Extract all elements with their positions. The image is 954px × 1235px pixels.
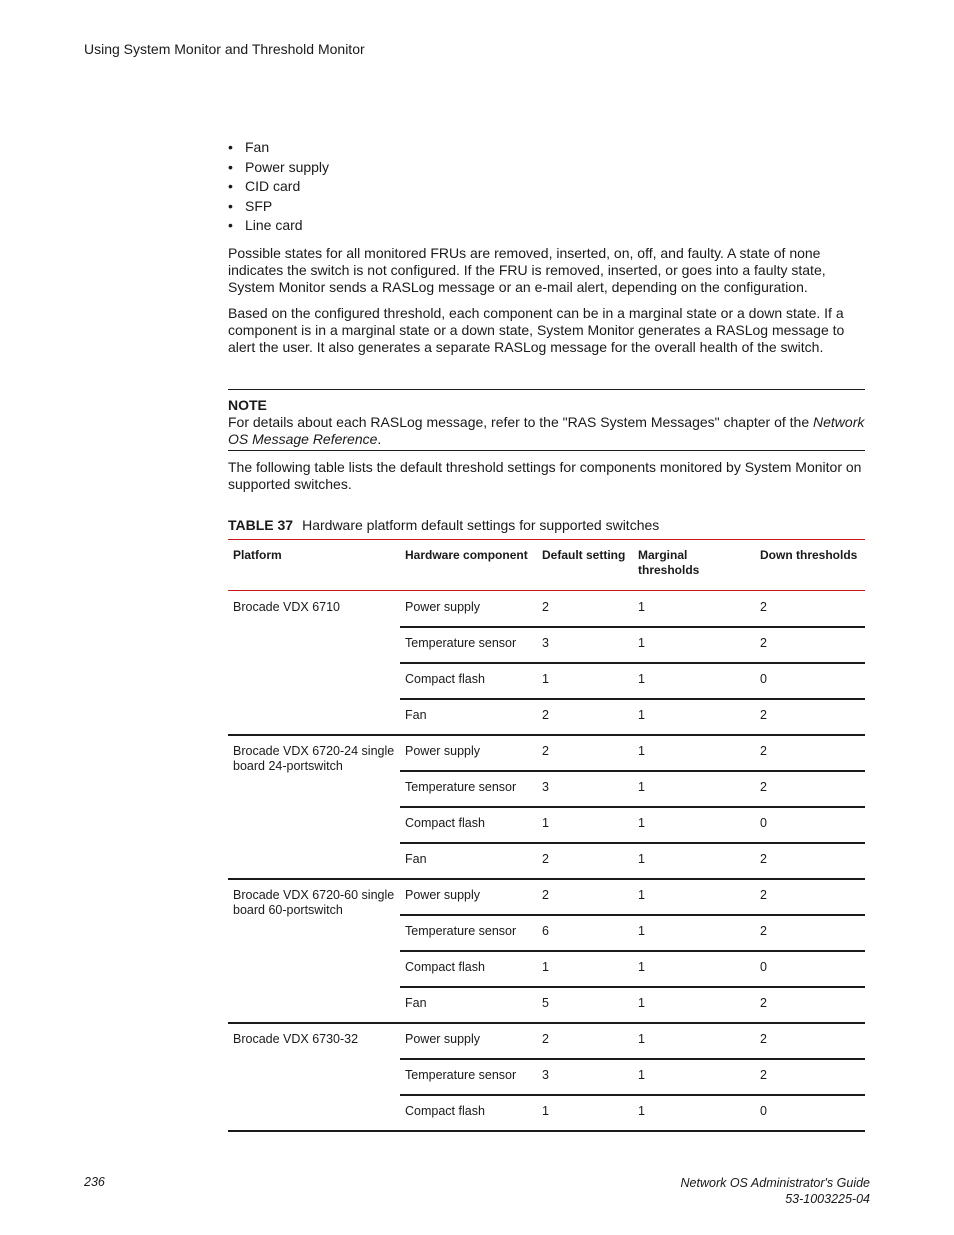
note-suffix: .	[377, 430, 382, 447]
marginal-cell: 1	[633, 879, 755, 915]
down-cell: 2	[755, 627, 865, 663]
note-box	[228, 389, 865, 451]
default-cell: 2	[537, 879, 633, 915]
down-cell: 2	[755, 843, 865, 879]
column-header: Down thresholds	[755, 539, 865, 590]
bullet-item: • Fan	[228, 138, 865, 158]
marginal-cell: 1	[633, 807, 755, 843]
down-cell: 2	[755, 987, 865, 1023]
default-cell: 2	[537, 843, 633, 879]
platform-cell: Brocade VDX 6720-60 single board 60-portswitch	[228, 879, 400, 1023]
component-cell: Temperature sensor	[400, 627, 537, 663]
main-content	[228, 138, 865, 1132]
table-caption	[228, 517, 865, 534]
component-cell: Compact flash	[400, 951, 537, 987]
default-cell: 5	[537, 987, 633, 1023]
note-reference: Network OS Message Reference	[228, 413, 865, 447]
note-title: NOTE	[228, 396, 267, 413]
down-cell: 0	[755, 1095, 865, 1131]
component-cell: Fan	[400, 699, 537, 735]
bullet-item: • Line card	[228, 216, 865, 236]
column-header: Platform	[228, 539, 400, 590]
marginal-cell: 1	[633, 843, 755, 879]
component-cell: Compact flash	[400, 663, 537, 699]
default-cell: 2	[537, 590, 633, 627]
down-cell: 2	[755, 771, 865, 807]
table-row	[228, 879, 865, 915]
default-cell: 1	[537, 807, 633, 843]
threshold-table	[228, 539, 865, 1132]
default-cell: 2	[537, 1023, 633, 1059]
paragraph-fru-states: Possible states for all monitored FRUs are removed, inserted, on, off, and faulty. A state of none indicates the switch is not configured. If the FRU is removed, inserted, or goes into a faulty state, System Monitor sends a RASLog message or an e-mail alert, depending on the configuration.	[228, 244, 826, 295]
marginal-cell: 1	[633, 627, 755, 663]
component-cell: Compact flash	[400, 1095, 537, 1131]
table-row	[228, 590, 865, 627]
default-cell: 3	[537, 1059, 633, 1095]
down-cell: 2	[755, 915, 865, 951]
platform-cell: Brocade VDX 6730-32	[228, 1023, 400, 1131]
default-cell: 6	[537, 915, 633, 951]
down-cell: 2	[755, 879, 865, 915]
default-cell: 3	[537, 627, 633, 663]
note-text	[228, 414, 865, 448]
down-cell: 2	[755, 1059, 865, 1095]
platform-cell: Brocade VDX 6720-24 single board 24-portswitch	[228, 735, 400, 879]
fru-bullet-list	[228, 138, 865, 236]
marginal-cell: 1	[633, 987, 755, 1023]
marginal-cell: 1	[633, 590, 755, 627]
paragraph-thresholds: Based on the configured threshold, each component can be in a marginal state or a down state. If a component is in a marginal state or a down state, System Monitor generates a RASLog message to alert the user. It also generates a separate RASLog message for the overall health of the switch.	[228, 304, 845, 355]
marginal-cell: 1	[633, 1023, 755, 1059]
marginal-cell: 1	[633, 1095, 755, 1131]
table-header-row	[228, 539, 865, 590]
marginal-cell: 1	[633, 1059, 755, 1095]
marginal-cell: 1	[633, 915, 755, 951]
component-cell: Power supply	[400, 879, 537, 915]
page-number: 236	[84, 1175, 105, 1189]
default-cell: 1	[537, 951, 633, 987]
marginal-cell: 1	[633, 771, 755, 807]
down-cell: 0	[755, 951, 865, 987]
table-row	[228, 1023, 865, 1059]
bullet-item: • Power supply	[228, 158, 865, 178]
down-cell: 2	[755, 590, 865, 627]
default-cell: 3	[537, 771, 633, 807]
platform-cell: Brocade VDX 6710	[228, 590, 400, 735]
component-cell: Compact flash	[400, 807, 537, 843]
component-cell: Power supply	[400, 590, 537, 627]
component-cell: Temperature sensor	[400, 771, 537, 807]
table-caption-text: Hardware platform default settings for supported switches	[302, 516, 660, 533]
component-cell: Temperature sensor	[400, 915, 537, 951]
default-cell: 1	[537, 663, 633, 699]
marginal-cell: 1	[633, 735, 755, 771]
paragraph-table-intro: The following table lists the default threshold settings for components monitored by System Monitor on supported switches.	[228, 458, 862, 492]
default-cell: 2	[537, 699, 633, 735]
column-header: Hardware component	[400, 539, 537, 590]
note-body: For details about each RASLog message, refer to the "RAS System Messages" chapter of the	[228, 413, 814, 430]
down-cell: 2	[755, 735, 865, 771]
bullet-item: • CID card	[228, 177, 865, 197]
down-cell: 0	[755, 663, 865, 699]
default-cell: 2	[537, 735, 633, 771]
footer-doc-number: 53-1003225-04	[785, 1192, 870, 1206]
component-cell: Fan	[400, 843, 537, 879]
component-cell: Power supply	[400, 1023, 537, 1059]
footer-doc-title: Network OS Administrator's Guide	[680, 1176, 870, 1190]
marginal-cell: 1	[633, 699, 755, 735]
column-header: Marginal thresholds	[633, 539, 755, 590]
marginal-cell: 1	[633, 951, 755, 987]
component-cell: Fan	[400, 987, 537, 1023]
column-header: Default setting	[537, 539, 633, 590]
marginal-cell: 1	[633, 663, 755, 699]
component-cell: Temperature sensor	[400, 1059, 537, 1095]
running-header: Using System Monitor and Threshold Monitor	[84, 41, 365, 57]
table-label: TABLE 37	[228, 516, 294, 533]
component-cell: Power supply	[400, 735, 537, 771]
table-row	[228, 735, 865, 771]
default-cell: 1	[537, 1095, 633, 1131]
down-cell: 2	[755, 1023, 865, 1059]
down-cell: 0	[755, 807, 865, 843]
bullet-item: • SFP	[228, 197, 865, 217]
footer-doc-info	[681, 1175, 870, 1207]
down-cell: 2	[755, 699, 865, 735]
